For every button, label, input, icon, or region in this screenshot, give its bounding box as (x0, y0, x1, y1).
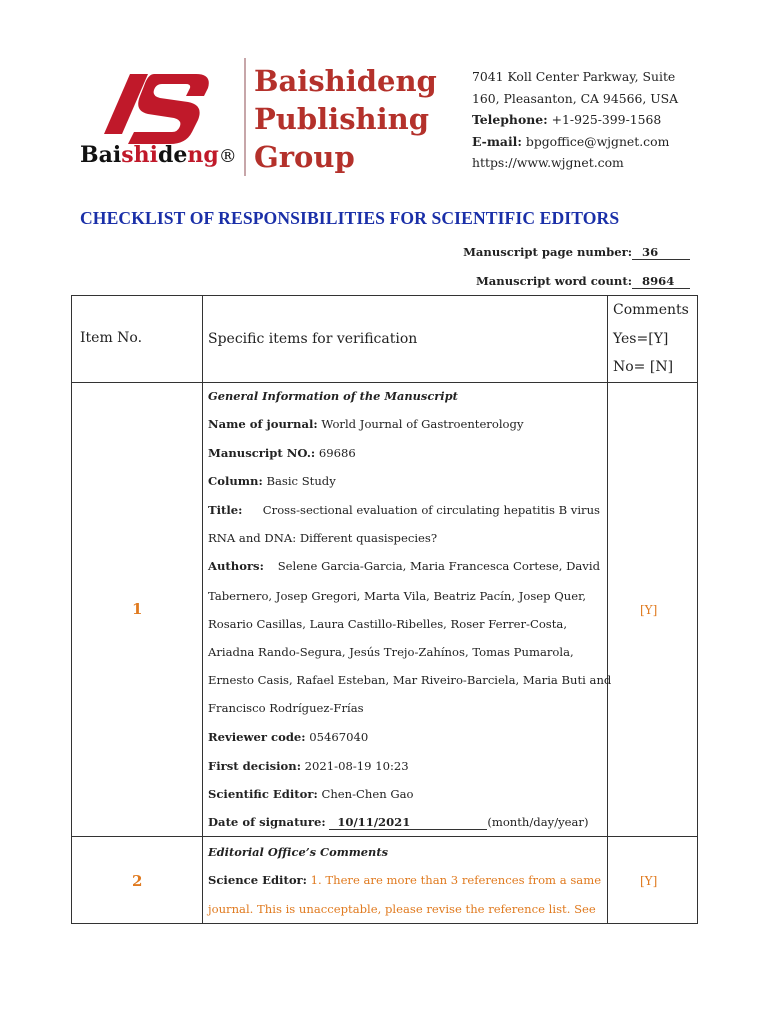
reviewer-code: Reviewer code: 05467040 (208, 730, 369, 744)
word-count-value: 8964 (632, 274, 690, 289)
manuscript-column: Column: Basic Study (208, 474, 336, 488)
header-no: No= [N] (613, 359, 674, 375)
science-editor-comment: Science Editor: 1. There are more than 3 references from a same (208, 873, 602, 887)
header-comments: Comments (613, 302, 689, 318)
scientific-editor: Scientific Editor: Chen-Chen Gao (208, 787, 414, 801)
table-divider (607, 296, 608, 923)
word-count-line: Manuscript word count: 8964 (476, 274, 690, 289)
baishideng-logo-icon (100, 72, 220, 146)
authors-line: Francisco Rodríguez-Frías (208, 701, 364, 715)
table-divider (72, 836, 202, 837)
page-title: CHECKLIST OF RESPONSIBILITIES FOR SCIENTIFIC EDITORS (80, 208, 620, 228)
row-2-item-no: 2 (132, 872, 143, 890)
manuscript-title: Title: Cross-sectional evaluation of circulating hepatitis B virus (208, 503, 600, 517)
row-2-comment: [Y] (640, 874, 658, 888)
table-divider (202, 296, 203, 923)
header-specific-items: Specific items for verification (208, 331, 418, 347)
authors-line: Tabernero, Josep Gregori, Marta Vila, Beatriz Pacín, Josep Quer, (208, 589, 587, 603)
publisher-address: 7041 Koll Center Parkway, Suite 160, Pleasanton, CA 94566, USA Telephone: +1-925-399-1568 E-mail: bpgoffice@wjgnet.com https://www.wjgnet.com (472, 66, 678, 174)
first-decision: First decision: 2021-08-19 10:23 (208, 759, 409, 773)
logo-divider (244, 58, 246, 176)
authors-line: Ariadna Rando-Segura, Jesús Trejo-Zahínos, Tomas Pumarola, (208, 645, 574, 659)
table-divider (202, 836, 697, 837)
science-editor-comment-cont: journal. This is unacceptable, please revise the reference list. See (208, 902, 596, 916)
row-1-comment: [Y] (640, 603, 658, 617)
signature-date-value: 10/11/2021 (329, 815, 487, 830)
row-1-section-heading: General Information of the Manuscript (208, 389, 458, 403)
manuscript-number: Manuscript NO.: 69686 (208, 446, 356, 460)
header-item-no: Item No. (80, 330, 143, 346)
website-link[interactable]: https://www.wjgnet.com (472, 155, 624, 170)
page-number-value: 36 (632, 245, 690, 260)
brand-wordmark: Baishideng® (80, 142, 237, 168)
authors-line: Rosario Casillas, Laura Castillo-Ribelles, Roser Ferrer-Costa, (208, 617, 568, 631)
authors-line: Authors: Selene Garcia-Garcia, Maria Francesca Cortese, David (208, 559, 600, 573)
authors-line: Ernesto Casis, Rafael Esteban, Mar Riveiro-Barciela, Maria Buti and (208, 673, 612, 687)
publisher-name: Baishideng Publishing Group (254, 64, 437, 174)
date-of-signature: Date of signature: 10/11/2021 (month/day/year) (208, 815, 589, 829)
page-number-line: Manuscript page number: 36 (463, 245, 690, 260)
row-1-item-no: 1 (132, 600, 143, 618)
manuscript-title-cont: RNA and DNA: Different quasispecies? (208, 531, 438, 545)
journal-name: Name of journal: World Journal of Gastroenterology (208, 417, 524, 431)
header-yes: Yes=[Y] (613, 331, 669, 347)
row-2-section-heading: Editorial Office’s Comments (208, 845, 389, 859)
table-divider (72, 382, 697, 383)
